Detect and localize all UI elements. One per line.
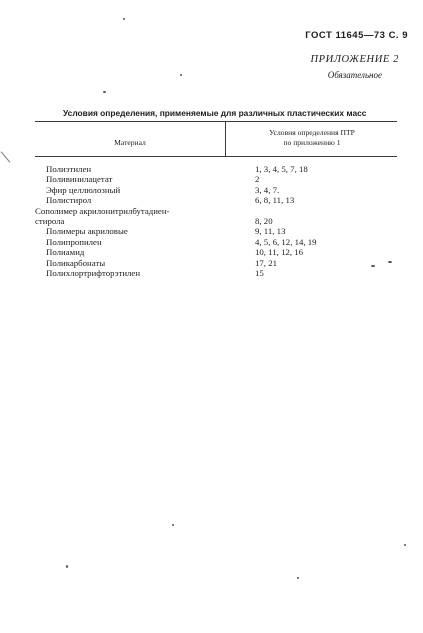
appendix-title: ПРИЛОЖЕНИЕ 2 (310, 54, 399, 65)
appendix-note: Обязательное (327, 70, 382, 80)
material-cell: Эфир целлюлозный (46, 184, 121, 195)
conditions-cell: 8, 20 (255, 215, 273, 226)
material-cell: Полихлортрифторэтилен (46, 267, 141, 278)
scan-speck (103, 91, 106, 93)
table-row (0, 237, 423, 247)
scan-speck (297, 577, 299, 579)
document-reference: ГОСТ 11645—73 С. 9 (305, 30, 408, 41)
conditions-cell: 17, 21 (255, 257, 277, 268)
conditions-cell: 6, 8, 11, 13 (255, 195, 295, 206)
scan-speck (388, 261, 392, 263)
table-row (0, 268, 423, 278)
table-title: Условия определения, применяемые для различных пластических масс (63, 108, 367, 118)
material-cell: Поливинилацетат (46, 174, 113, 185)
column-header-material: Материал (114, 138, 146, 147)
scan-speck (404, 544, 406, 546)
table-top-rule (35, 121, 397, 122)
table-row (0, 185, 423, 195)
material-cell: Полистирол (46, 195, 92, 206)
scan-speck (66, 565, 68, 568)
material-cell: стирола (35, 215, 65, 226)
scan-speck (371, 265, 375, 267)
scan-speck (172, 524, 174, 526)
header-bottom-rule (35, 156, 397, 157)
material-cell: Полиамид (46, 247, 85, 258)
table-row (0, 216, 423, 226)
scan-speck (123, 18, 125, 20)
conditions-cell: 1, 3, 4, 5, 7, 18 (255, 164, 308, 174)
material-cell: Сополимер акрилонитрилбутадиен- (35, 205, 170, 216)
table-row (0, 206, 423, 216)
table-row (0, 258, 423, 268)
scan-mark (1, 151, 11, 162)
material-cell: Полипропилен (46, 236, 102, 247)
conditions-cell: 15 (255, 267, 264, 278)
table-row (0, 174, 423, 184)
table-row (0, 195, 423, 205)
conditions-cell: 9, 11, 13 (255, 226, 286, 237)
material-cell: Полиэтилен (46, 164, 92, 174)
conditions-cell: 3, 4, 7. (255, 184, 280, 195)
material-cell: Поликарбонаты (46, 257, 106, 268)
conditions-cell: 4, 5, 6, 12, 14, 19 (255, 236, 317, 247)
material-cell: Полимеры акриловые (46, 226, 128, 237)
scan-speck (180, 74, 182, 76)
table-body (0, 164, 423, 278)
column-header-conditions-line2: по приложению 1 (283, 137, 341, 147)
table-row (0, 247, 423, 257)
table-row (0, 164, 423, 174)
table-row (0, 226, 423, 236)
header-column-divider (225, 122, 226, 156)
column-header-conditions (227, 128, 397, 147)
conditions-cell: 10, 11, 12, 16 (255, 247, 304, 258)
column-header-conditions-line1: Условия определения ПТР (269, 128, 355, 137)
conditions-cell: 2 (255, 174, 260, 185)
